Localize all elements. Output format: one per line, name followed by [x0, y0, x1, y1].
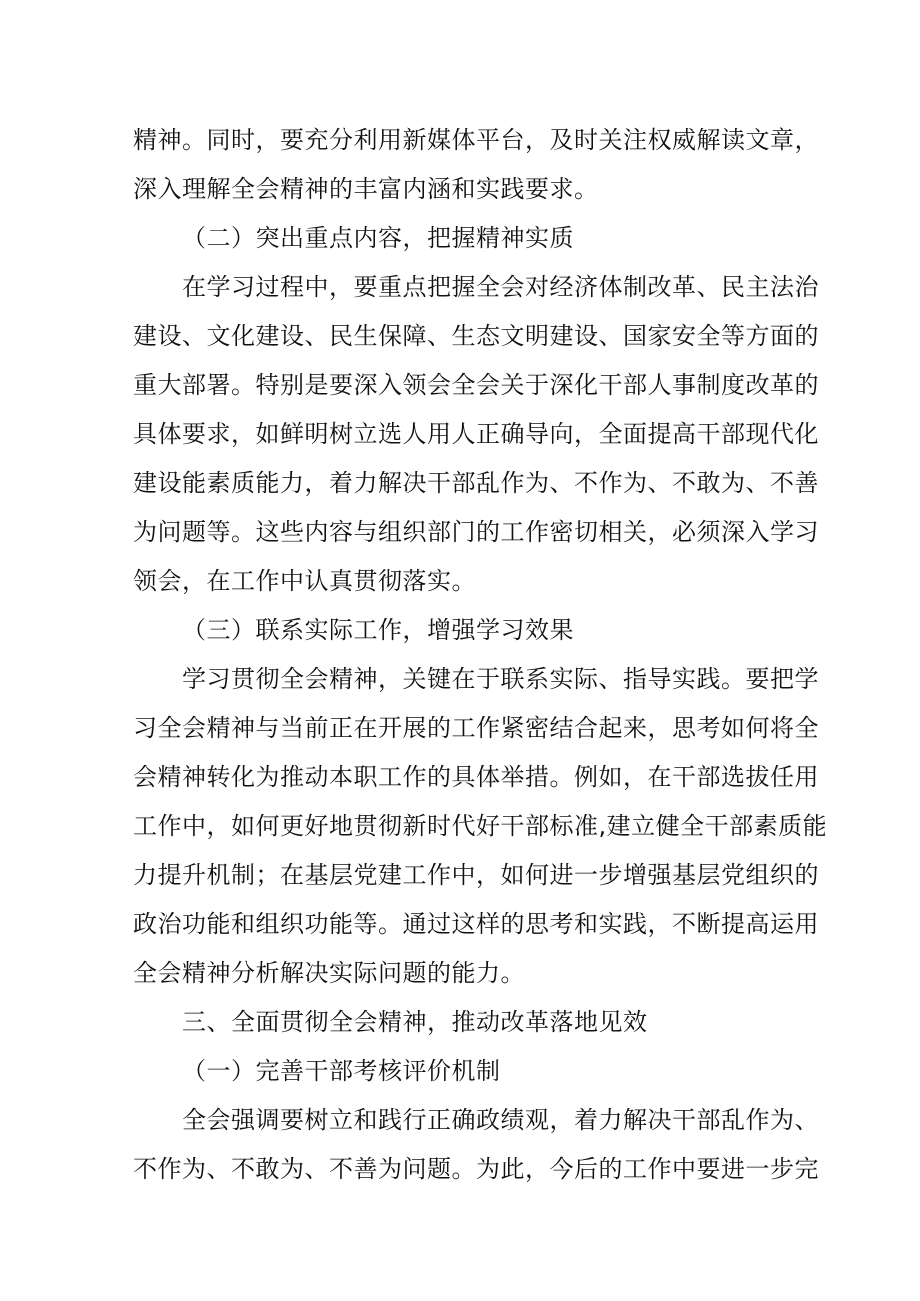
text-line: 工作中，如何更好地贯彻新时代好干部标准,建立健全干部素质能 — [133, 812, 828, 840]
section-heading: （三）联系实际工作，增强学习效果 — [182, 616, 574, 644]
text-line: 会精神转化为推动本职工作的具体举措。例如，在干部选拔任用 — [133, 763, 819, 791]
text-line: 深入理解全会精神的丰富内涵和实践要求。 — [133, 175, 599, 203]
text-line: 力提升机制；在基层党建工作中，如何进一步增强基层党组织的 — [133, 861, 819, 889]
chapter-heading: 三、全面贯彻全会精神，推动改革落地见效 — [182, 1008, 648, 1036]
text-line: 领会，在工作中认真贯彻落实。 — [133, 567, 476, 595]
text-line: 习全会精神与当前正在开展的工作紧密结合起来，思考如何将全 — [133, 714, 819, 742]
text-line: 学习贯彻全会精神，关键在于联系实际、指导实践。要把学 — [182, 665, 819, 693]
text-line: 为问题等。这些内容与组织部门的工作密切相关，必须深入学习 — [133, 518, 819, 546]
text-line: 精神。同时，要充分利用新媒体平台，及时关注权威解读文章， — [133, 126, 819, 154]
text-line: 重大部署。特别是要深入领会全会关于深化干部人事制度改革的 — [133, 371, 819, 399]
text-line: 建设能素质能力，着力解决干部乱作为、不作为、不敢为、不善 — [133, 469, 819, 497]
section-heading: （一）完善干部考核评价机制 — [182, 1057, 501, 1085]
text-line: 具体要求，如鲜明树立选人用人正确导向，全面提高干部现代化 — [133, 420, 819, 448]
text-line: 全会精神分析解决实际问题的能力。 — [133, 959, 525, 987]
text-line: 建设、文化建设、民生保障、生态文明建设、国家安全等方面的 — [133, 322, 819, 350]
section-heading: （二）突出重点内容，把握精神实质 — [182, 224, 574, 252]
text-line: 政治功能和组织功能等。通过这样的思考和实践，不断提高运用 — [133, 910, 819, 938]
text-line: 在学习过程中，要重点把握全会对经济体制改革、民主法治 — [182, 273, 819, 301]
text-line: 不作为、不敢为、不善为问题。为此，今后的工作中要进一步完 — [133, 1155, 819, 1183]
text-line: 全会强调要树立和践行正确政绩观，着力解决干部乱作为、 — [182, 1106, 819, 1134]
